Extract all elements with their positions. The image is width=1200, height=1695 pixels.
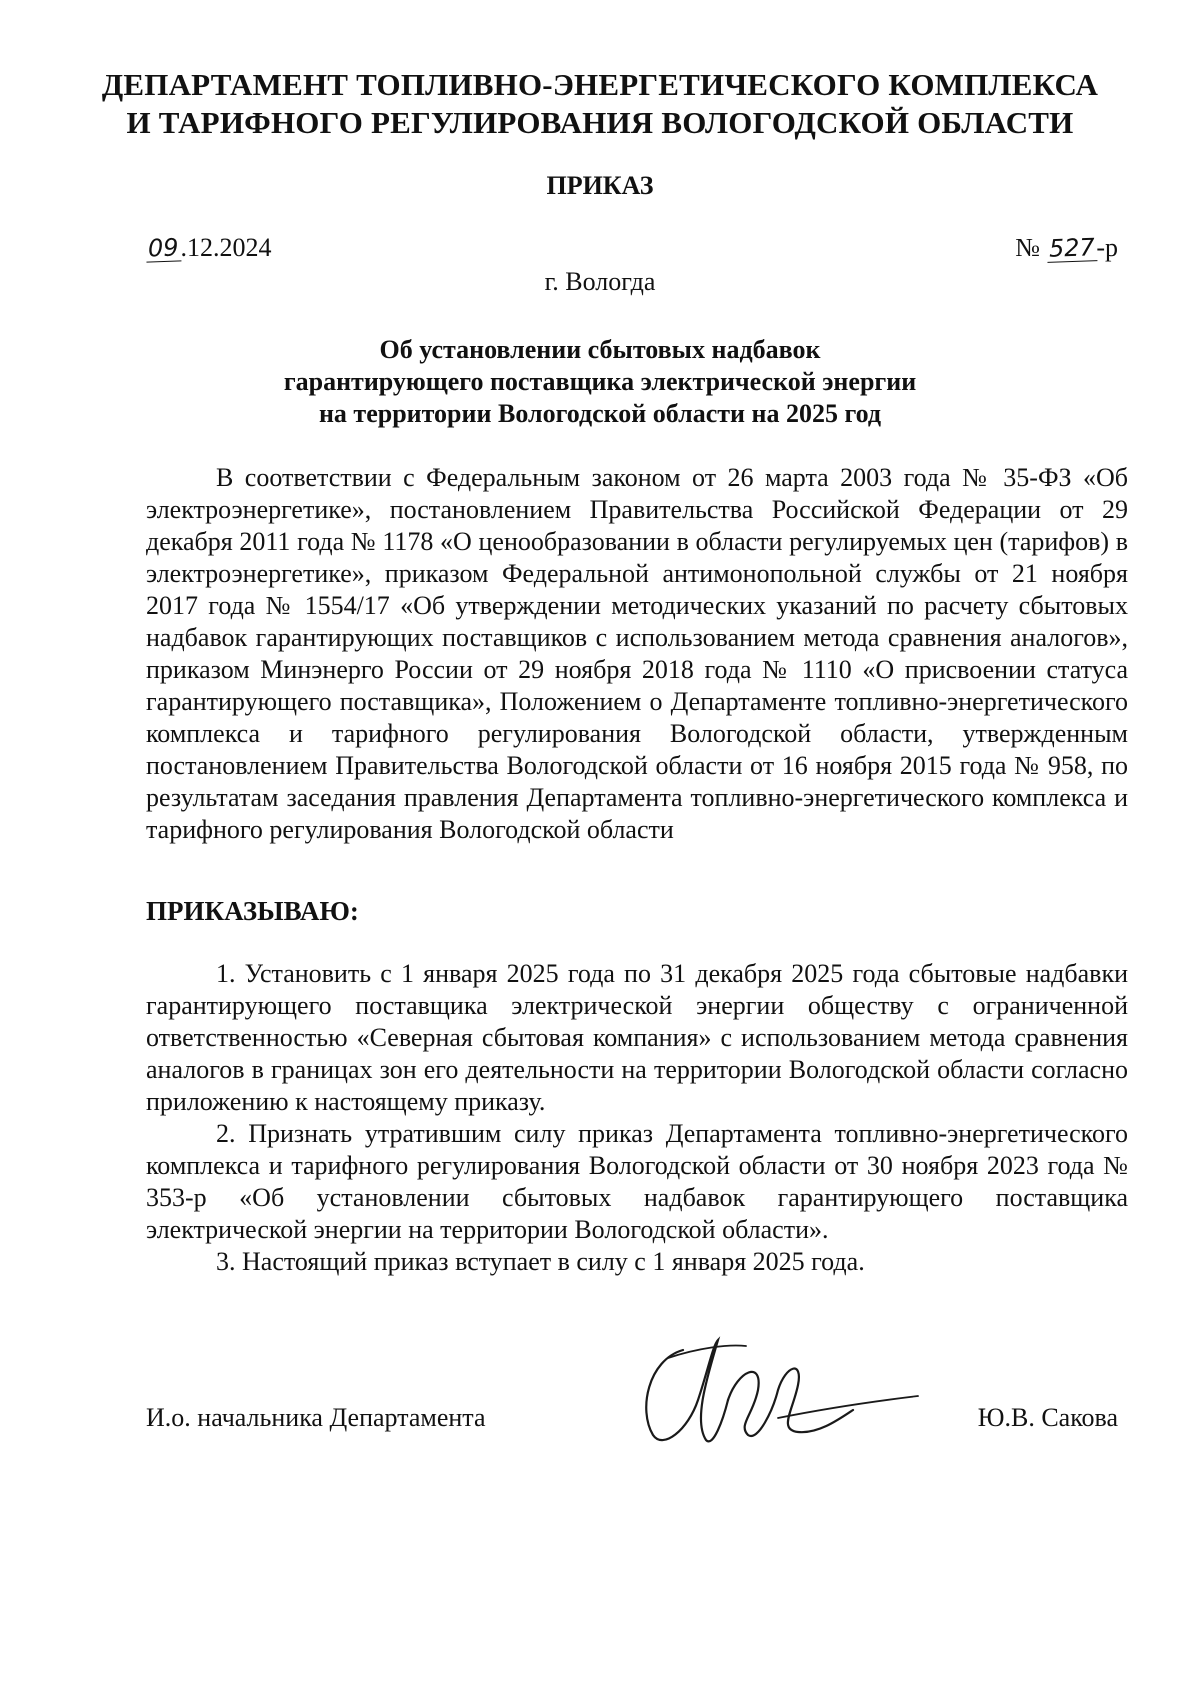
title-line-1: Об установлении сбытовых надбавок [379, 335, 821, 364]
signer-title: И.о. начальника Департамента [146, 1403, 486, 1432]
document-number [1015, 232, 1118, 264]
order-item-3: 3. Настоящий приказ вступает в силу с 1 января 2025 года. [216, 1247, 865, 1276]
order-word: ПРИКАЗЫВАЮ: [146, 896, 359, 926]
header-line-1: ДЕПАРТАМЕНТ ТОПЛИВНО-ЭНЕРГЕТИЧЕСКОГО КОМПЛЕКСА [101, 67, 1099, 102]
preamble-paragraph: В соответствии с Федеральным законом от 26 марта 2003 года № 35-ФЗ «Об электроэнергетике», постановлением Правительства Российской Федерации от 29 декабря 2011 года № 1178 «О ценообразовании в области регулируемых цен (тарифов) в электроэнергетике», приказом Федеральной антимонопольной службы от 21 ноября 2017 года № 1554/17 «Об утверждении методических указаний по расчету сбытовых надбавок гарантирующих поставщиков с использованием метода сравнения аналогов», приказом Минэнерго России от 29 ноября 2018 года № 1110 «О присвоении статуса гарантирующего поставщика», Положением о Департаменте топливно-энергетического комплекса и тарифного регулирования Вологодской области, утвержденным постановлением Правительства Вологодской области от 16 ноября 2015 года № 958, по результатам заседания правления Департамента топливно-энергетического комплекса и тарифного регулирования Вологодской области [146, 463, 1128, 844]
number-suffix: -р [1096, 233, 1118, 262]
document-title [0, 334, 1200, 430]
title-line-3: на территории Вологодской области на 2025 год [318, 399, 882, 428]
order-item-1: 1. Установить с 1 января 2025 года по 31 декабря 2025 года сбытовые надбавки гарантирующего поставщика электрической энергии обществу с ограниченной ответственностью «Северная сбытовая компания» с использованием метода сравнения аналогов в границах зон его деятельности на территории Вологодской области согласно приложению к настоящему приказу. [146, 959, 1128, 1116]
order-items [146, 958, 1128, 1278]
handwritten-day: 09 [147, 233, 180, 263]
document-type: ПРИКАЗ [546, 171, 654, 200]
handwritten-number: 527 [1048, 233, 1095, 263]
title-line-2: гарантирующего поставщика электрической энергии [283, 367, 917, 396]
department-header [0, 66, 1200, 142]
header-line-2: И ТАРИФНОГО РЕГУЛИРОВАНИЯ ВОЛОГОДСКОЙ ОБЛАСТИ [126, 105, 1074, 140]
city-line: г. Вологда [544, 267, 656, 296]
date-rest: .12.2024 [180, 233, 272, 262]
order-item-2: 2. Признать утратившим силу приказ Департамента топливно-энергетического комплекса и тарифного регулирования Вологодской области от 30 ноября 2023 года № 353-р «Об установлении сбытовых надбавок гарантирующего поставщика электрической энергии на территории Вологодской области». [146, 1119, 1128, 1244]
signature-image [628, 1330, 928, 1460]
preamble-block [146, 462, 1128, 846]
signer-name: Ю.В. Сакова [977, 1403, 1118, 1432]
number-prefix: № [1015, 233, 1041, 262]
document-date [146, 232, 272, 264]
